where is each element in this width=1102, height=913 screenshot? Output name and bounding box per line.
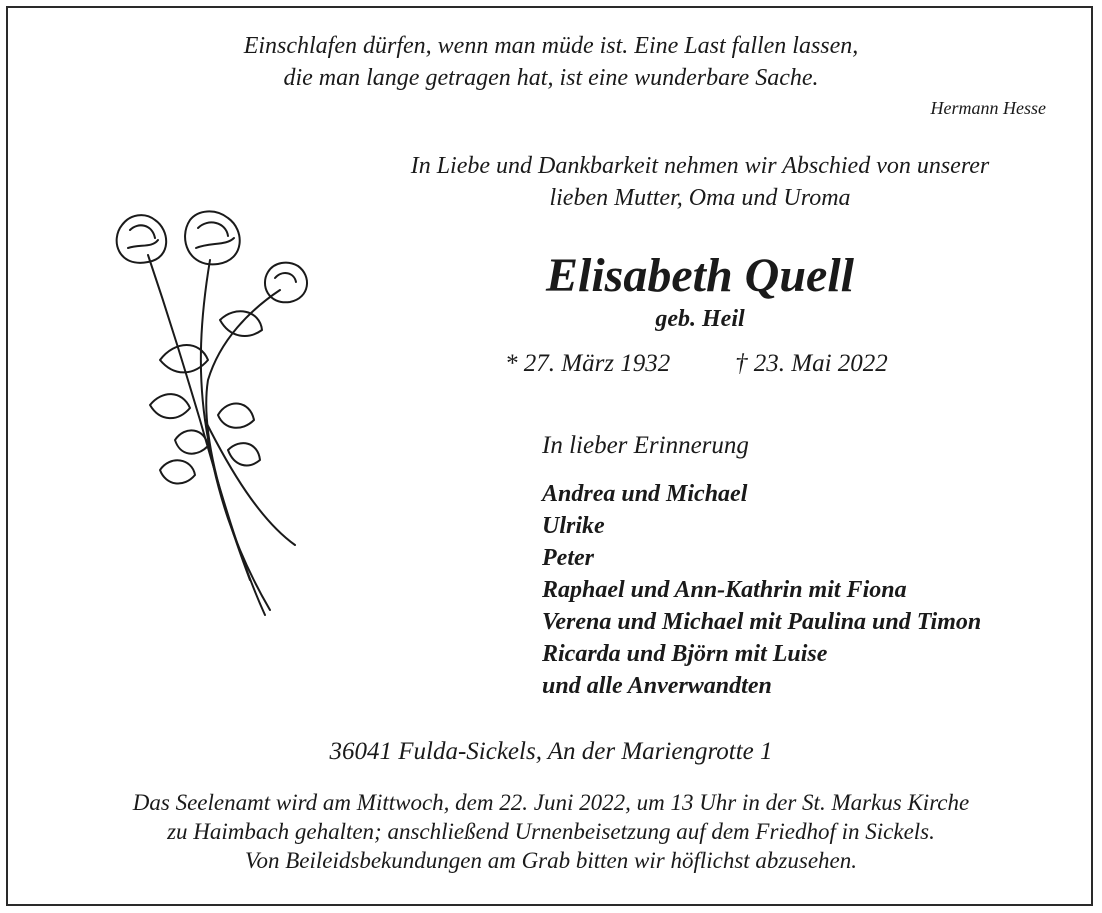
- rose-head: [128, 225, 158, 248]
- death-date: † 23. Mai 2022: [735, 350, 888, 377]
- quote-author: Hermann Hesse: [930, 98, 1046, 118]
- mourner-item: Andrea und Michael: [542, 481, 748, 507]
- mourner-item: Ulrike: [542, 513, 605, 539]
- rose-head: [117, 215, 167, 263]
- hesse-quote: [0, 30, 1102, 94]
- service-line-1: Das Seelenamt wird am Mittwoch, dem 22. Juni 2022, um 13 Uhr in der St. Markus Kirche: [132, 790, 970, 815]
- memory-label: In lieber Erinnerung: [542, 432, 749, 459]
- rose-leaf: [218, 404, 254, 428]
- quote-line-2: die man lange getragen hat, ist eine wunderbare Sache.: [283, 65, 819, 91]
- rose-head: [196, 222, 234, 248]
- quote-line-1: Einschlafen dürfen, wenn man müde ist. Eine Last fallen lassen,: [243, 33, 859, 59]
- rose-stem: [206, 290, 280, 580]
- mourner-item: Ricarda und Björn mit Luise: [542, 641, 828, 667]
- service-line-2: zu Haimbach gehalten; anschließend Urnenbeisetzung auf dem Friedhof in Sickels.: [167, 819, 935, 844]
- intro-line-1: In Liebe und Dankbarkeit nehmen wir Abschied von unserer: [410, 153, 990, 179]
- birth-date: * 27. März 1932: [505, 350, 671, 377]
- intro-line-2: lieben Mutter, Oma und Uroma: [549, 185, 851, 211]
- rose-head: [185, 211, 240, 264]
- service-info: [0, 788, 1102, 875]
- deceased-name: Elisabeth Quell: [545, 249, 855, 302]
- rose-leaf: [228, 443, 260, 465]
- mourner-item: und alle Anverwandten: [542, 673, 772, 699]
- mourners-list: [542, 478, 981, 702]
- rose-leaf: [150, 394, 190, 418]
- rose-head: [265, 263, 307, 303]
- farewell-intro: [340, 150, 1060, 214]
- service-line-3: Von Beileidsbekundungen am Grab bitten wir höflichst abzusehen.: [245, 848, 857, 873]
- roses-illustration: [100, 200, 330, 620]
- mourner-item: Verena und Michael mit Paulina und Timon: [542, 609, 982, 635]
- rose-head: [275, 273, 296, 282]
- birth-name: geb. Heil: [655, 306, 745, 332]
- rose-leaf: [160, 460, 195, 483]
- mourner-item: Peter: [542, 545, 594, 571]
- mourner-item: Raphael und Ann-Kathrin mit Fiona: [542, 577, 907, 603]
- address: 36041 Fulda-Sickels, An der Mariengrotte 1: [329, 738, 773, 765]
